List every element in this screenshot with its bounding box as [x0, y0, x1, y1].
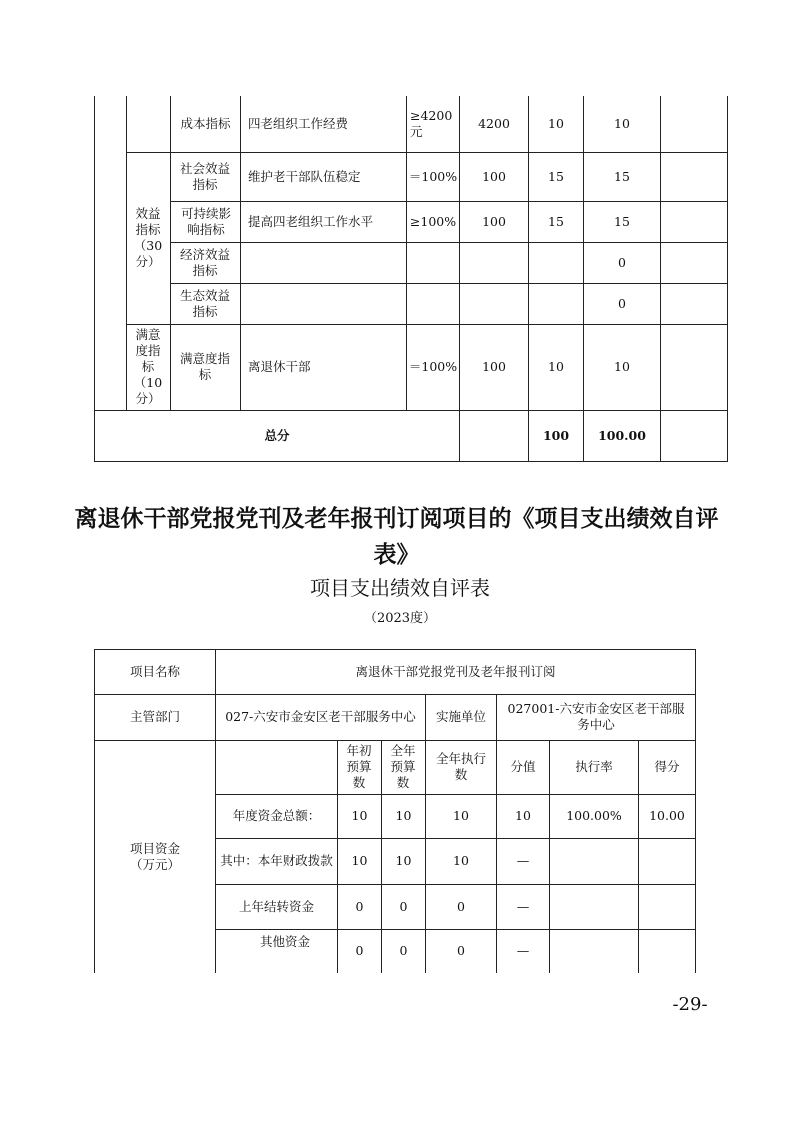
t2-header-initial-budget: 年初预算数 [346, 743, 372, 790]
t2-impl-label: 实施单位 [435, 709, 486, 724]
t2-header-annual-executed: 全年执行数 [435, 751, 486, 782]
t2-row0-c2: 10 [395, 808, 412, 823]
form-year: （2023度） [363, 611, 437, 626]
t2-row0-c1: 10 [351, 808, 368, 823]
t1-row4-sub: 生态效益指标 [179, 287, 230, 319]
t2-funds-label: 项目资金（万元） [129, 840, 180, 872]
t2-row2-c3: 0 [457, 898, 465, 914]
t2-row3-c3: 0 [457, 943, 465, 958]
t2-row0-c5: 100.00% [566, 808, 622, 823]
t1-row2-sub: 可持续影响指标 [180, 205, 231, 237]
t1-row0-score: 10 [614, 116, 630, 131]
t1-row0-sub: 成本指标 [180, 116, 231, 131]
t1-row2-actual: 100 [482, 213, 506, 229]
t2-project-name-label: 项目名称 [129, 663, 180, 679]
t2-dept-label: 主管部门 [129, 709, 180, 724]
t2-header-exec-rate: 执行率 [575, 759, 613, 774]
t1-row5-score: 10 [614, 359, 630, 374]
t1-row1-target: ＝100% [408, 168, 458, 184]
t1-total-score: 100.00 [598, 427, 646, 443]
t1-row3-sub: 经济效益指标 [179, 246, 230, 278]
t2-header-weight: 分值 [510, 759, 536, 774]
t2-row2-c2: 0 [399, 898, 408, 914]
t2-header-score: 得分 [654, 759, 680, 774]
t1-group-benefit: 效益指标（30分） [133, 206, 163, 269]
t1-row2-score: 15 [614, 213, 630, 229]
t2-row0-c6: 10.00 [649, 808, 685, 823]
t1-total-label: 总分 [264, 427, 290, 443]
t2-dept: 027-六安市金安区老干部服务中心 [225, 709, 416, 724]
t2-row0-c3: 10 [453, 808, 469, 823]
t2-row2-c4: — [516, 898, 530, 914]
t1-row0-target: ≥4200元 [410, 108, 453, 139]
t1-row5-target: ＝100% [408, 359, 458, 374]
t2-row3-c4: — [516, 943, 530, 958]
t1-row3-score: 0 [618, 254, 626, 270]
t2-row3-c1: 0 [355, 943, 364, 958]
t2-row0-label: 年度资金总额： [232, 808, 321, 823]
t1-row5-actual: 100 [482, 359, 506, 374]
t1-row0-actual: 4200 [478, 116, 510, 131]
t2-row1-label: 其中：本年财政拨款 [220, 853, 333, 868]
t1-row5-weight: 10 [548, 359, 564, 374]
t2-row1-c2: 10 [395, 853, 412, 868]
t1-row1-score: 15 [614, 168, 630, 184]
t2-row3-c2: 0 [399, 943, 408, 958]
t2-project-name: 离退休干部党报党刊及老年报刊订阅 [355, 663, 556, 679]
t1-row1-weight: 15 [548, 168, 564, 184]
t1-row1-sub: 社会效益指标 [179, 160, 230, 192]
form-title: 项目支出绩效自评表 [310, 576, 490, 600]
t2-header-annual-budget: 全年预算数 [390, 743, 416, 790]
t1-row2-target: ≥100% [409, 213, 457, 229]
t1-row4-score: 0 [618, 295, 626, 311]
t2-row1-c4: — [516, 853, 530, 868]
t2-row2-label: 上年结转资金 [238, 898, 314, 914]
t2-impl: 027001-六安市金安区老干部服务中心 [507, 701, 685, 732]
t1-row2-content: 提高四老组织工作水平 [248, 213, 374, 229]
t1-row5-content: 离退休干部 [248, 359, 311, 374]
t2-row2-c1: 0 [355, 898, 364, 914]
t2-row0-c4: 10 [515, 808, 531, 823]
section-title: 离退休干部党报党刊及老年报刊订阅项目的《项目支出绩效自评表》 [74, 506, 719, 568]
t1-total-weight: 100 [542, 427, 570, 443]
t2-row1-c3: 10 [453, 853, 469, 868]
t1-row2-weight: 15 [548, 213, 564, 229]
t1-row0-content: 四老组织工作经费 [248, 116, 349, 131]
t1-row1-content: 维护老干部队伍稳定 [248, 168, 361, 184]
t1-row0-weight: 10 [548, 116, 564, 131]
t1-group-satisfaction: 满意度指标（10分） [133, 327, 163, 406]
page-number: -29- [672, 994, 708, 1015]
t2-row1-c1: 10 [351, 853, 368, 868]
t1-row1-actual: 100 [482, 168, 506, 184]
t1-row5-sub: 满意度指标 [179, 351, 230, 382]
t2-row3-label: 其他资金 [259, 934, 310, 949]
